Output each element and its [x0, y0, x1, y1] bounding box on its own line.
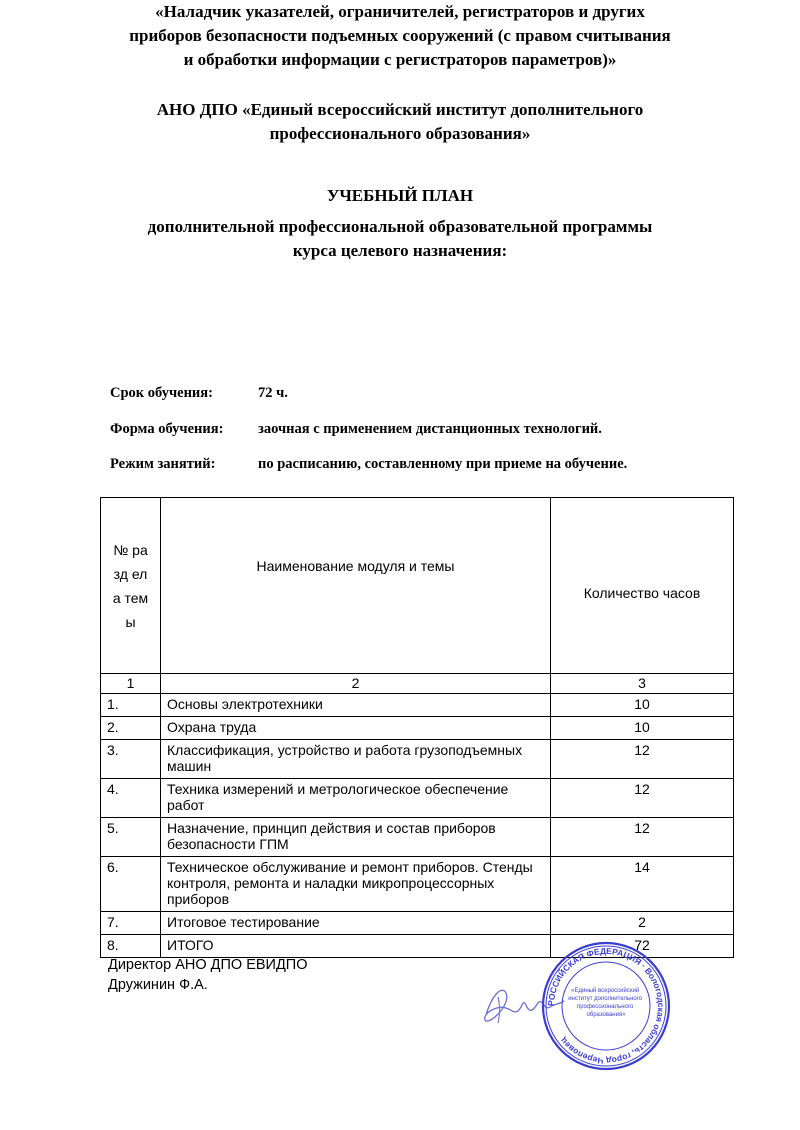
table-row [101, 717, 734, 740]
program-subtitle: дополнительной профессиональной образовательной программы курса целевого назначения: [147, 217, 653, 260]
row-number: 2. [101, 717, 161, 740]
table-row [101, 779, 734, 818]
organization-seal [540, 940, 672, 1072]
column-numbers-row [101, 674, 734, 694]
column-number-2: 2 [161, 674, 551, 694]
row-hours: 12 [551, 779, 734, 818]
row-name: Назначение, принцип действия и состав приборов безопасности ГПМ [161, 818, 551, 857]
row-number: 3. [101, 740, 161, 779]
row-number: 1. [101, 694, 161, 717]
row-hours: 10 [551, 717, 734, 740]
table-row [101, 740, 734, 779]
row-hours: 12 [551, 740, 734, 779]
seal-outer-text: РОССИЙСКАЯ ФЕДЕРАЦИЯ · Вологодская область, город Череповец [545, 945, 667, 1067]
table-header-row [101, 498, 734, 674]
row-hours: 72 [551, 935, 734, 958]
row-name: Итоговое тестирование [161, 912, 551, 935]
mode-value: по расписанию, составленному при приеме на обучение. [258, 456, 628, 472]
director-signature-block [108, 955, 307, 995]
row-hours: 14 [551, 857, 734, 912]
column-number-1: 1 [101, 674, 161, 694]
row-number: 4. [101, 779, 161, 818]
row-number: 7. [101, 912, 161, 935]
table-row [101, 912, 734, 935]
director-title: Директор АНО ДПО ЕВИДПО [108, 957, 308, 973]
duration-label: Срок обучения: [110, 385, 213, 401]
row-hours: 10 [551, 694, 734, 717]
row-name: Классификация, устройство и работа грузоподъемных машин [161, 740, 551, 779]
table-row [101, 818, 734, 857]
table-row [101, 857, 734, 912]
column-number-3: 3 [551, 674, 734, 694]
row-name: Техника измерений и метрологическое обеспечение работ [161, 779, 551, 818]
seal-inner-text: «Единый всероссийский институт дополнительного профессионального образования» [568, 988, 643, 1018]
row-name: Основы электротехники [161, 694, 551, 717]
curriculum-table [100, 497, 734, 958]
mode-label: Режим занятий: [110, 456, 216, 472]
row-name: ИТОГО [161, 935, 551, 958]
row-number: 5. [101, 818, 161, 857]
row-hours: 12 [551, 818, 734, 857]
director-name: Дружинин Ф.А. [108, 977, 208, 993]
row-name: Техническое обслуживание и ремонт приборов. Стенды контроля, ремонта и наладки микропроцессорных приборов [161, 857, 551, 912]
header-number: № разд ела темы [101, 498, 161, 674]
organization-name: АНО ДПО «Единый всероссийский институт дополнительного профессионального образования» [156, 100, 644, 143]
duration-value: 72 ч. [258, 385, 288, 401]
header-hours: Количество часов [551, 498, 734, 674]
table-row [101, 694, 734, 717]
form-value: заочная с применением дистанционных технологий. [258, 421, 602, 437]
row-name: Охрана труда [161, 717, 551, 740]
row-number: 6. [101, 857, 161, 912]
form-label: Форма обучения: [110, 421, 224, 437]
row-hours: 2 [551, 912, 734, 935]
header-name: Наименование модуля и темы [161, 498, 551, 674]
course-name: «Наладчик указателей, ограничителей, регистраторов и других приборов безопасности подъемных сооружений (с правом считывания и обработки информации с регистраторов параметров)» [129, 2, 671, 69]
row-number: 8. [101, 935, 161, 958]
page-title: УЧЕБНЫЙ ПЛАН [326, 186, 474, 205]
